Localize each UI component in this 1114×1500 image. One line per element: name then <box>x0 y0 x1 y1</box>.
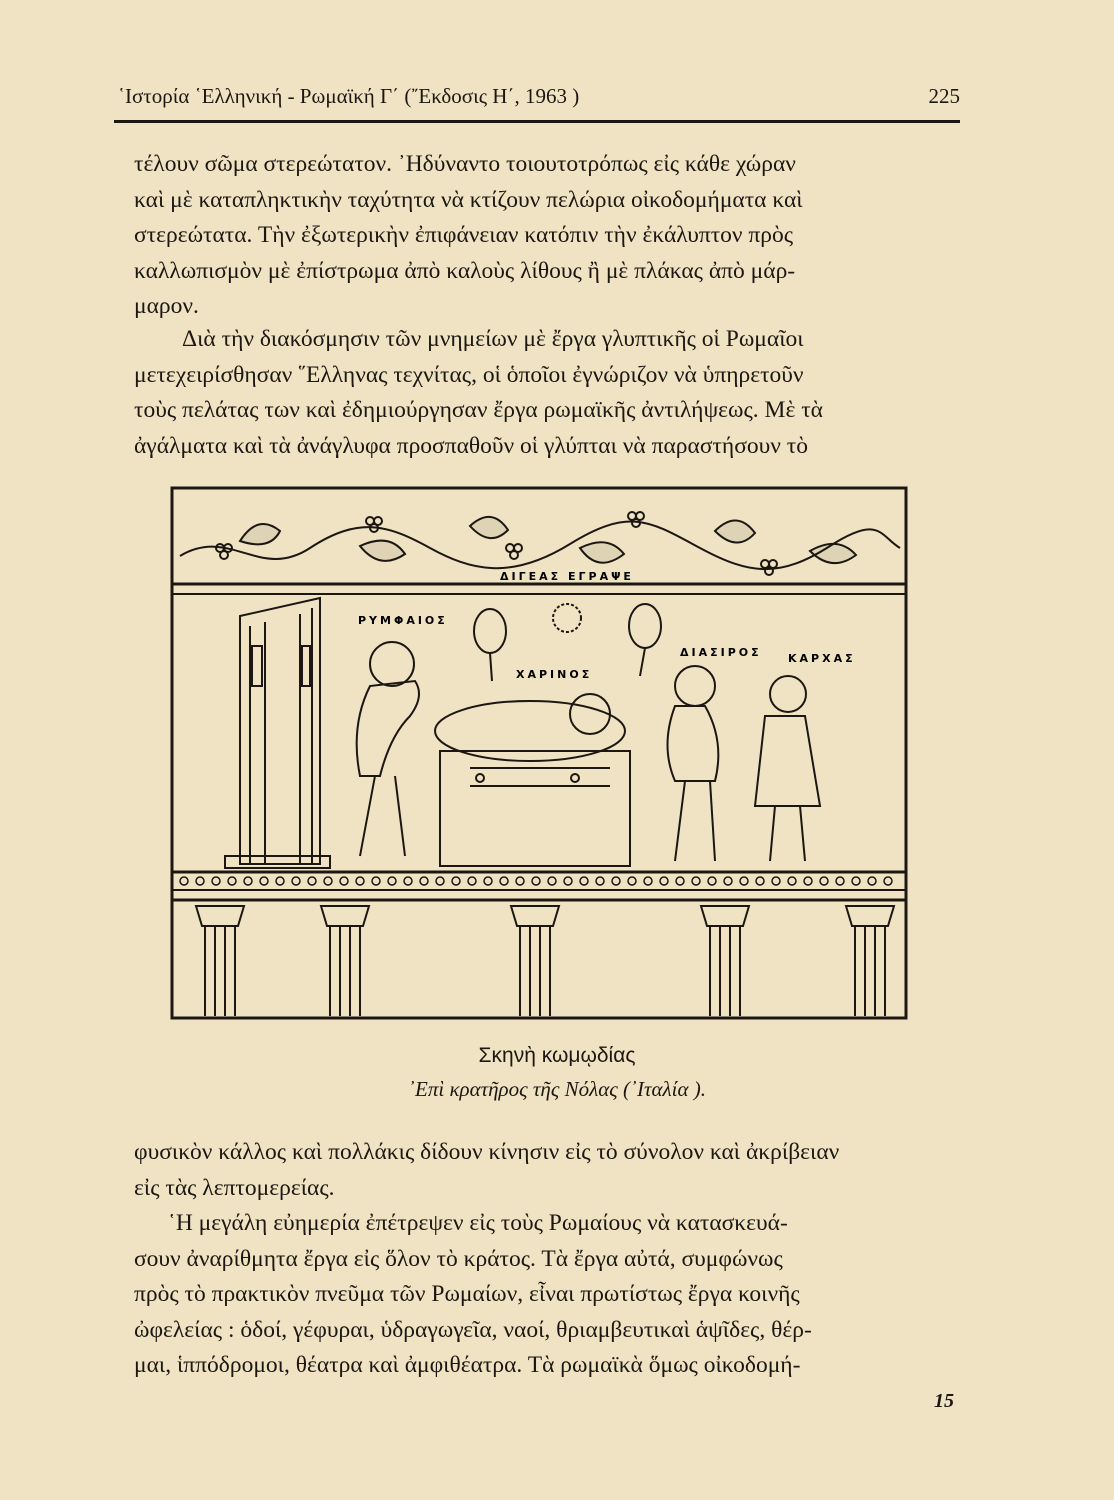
colonnade <box>196 906 894 1016</box>
band-bead <box>820 877 828 885</box>
ornament-band <box>180 877 892 885</box>
paragraph-1 <box>134 147 960 325</box>
signature-mark: 15 <box>934 1390 954 1412</box>
running-header <box>118 82 962 114</box>
header-title: ῾Ιστορία ῾Ελληνική - Ρωμαϊκή Γ΄ (῎Εκδοσις Η΄, 1963 ) <box>118 84 580 108</box>
column <box>701 906 749 1016</box>
label-rymphaios: ΡΥΜΦΑΙΟΣ <box>358 614 448 627</box>
text-line: μαι, ἱππόδρομοι, θέατρα καὶ ἀμφιθέατρα. Τὰ ρωμαϊκὰ ὅμως οἰκοδομή- <box>134 1352 801 1378</box>
text-line: μαρον. <box>134 293 199 319</box>
band-bead <box>884 877 892 885</box>
label-charinos: ΧΑΡΙΝΟΣ <box>516 668 593 681</box>
band-bead <box>772 877 780 885</box>
band-bead <box>660 877 668 885</box>
label-karchas: ΚΑΡΧΑΣ <box>788 652 856 665</box>
band-bead <box>836 877 844 885</box>
band-bead <box>548 877 556 885</box>
band-bead <box>308 877 316 885</box>
band-bead <box>868 877 876 885</box>
band-bead <box>436 877 444 885</box>
band-bead <box>500 877 508 885</box>
figure-caption-source: ᾿Επὶ κρατῆρος τῆς Νόλας (᾿Ιταλία ). <box>408 1077 706 1101</box>
column <box>321 906 369 1016</box>
text-line: στερεώτατα. Τὴν ἐξωτερικὴν ἐπιφάνειαν κατόπιν τὴν ἐκάλυπτον πρὸς <box>134 222 794 248</box>
band-bead <box>244 877 252 885</box>
band-bead <box>676 877 684 885</box>
band-bead <box>420 877 428 885</box>
band-bead <box>804 877 812 885</box>
doorway <box>225 598 330 868</box>
band-bead <box>260 877 268 885</box>
column <box>196 906 244 1016</box>
band-bead <box>788 877 796 885</box>
band-bead <box>180 877 188 885</box>
text-line: ῾Η μεγάλη εὐημερία ἐπέτρεψεν εἰς τοὺς Ρωμαίους νὰ κατασκευά- <box>168 1210 788 1236</box>
band-bead <box>276 877 284 885</box>
band-bead <box>756 877 764 885</box>
band-bead <box>484 877 492 885</box>
band-bead <box>644 877 652 885</box>
paragraph-3 <box>134 1135 960 1206</box>
band-bead <box>372 877 380 885</box>
couch <box>440 751 630 866</box>
text-line: εἰς τὰς λεπτομερείας. <box>134 1174 335 1201</box>
band-bead <box>356 877 364 885</box>
band-bead <box>452 877 460 885</box>
band-bead <box>692 877 700 885</box>
text-line: τέλουν σῶμα στερεώτατον. ᾿Ηδύναντο τοιουτοτρόπως εἰς κάθε χώραν <box>134 151 796 177</box>
band-bead <box>516 877 524 885</box>
band-bead <box>388 877 396 885</box>
band-bead <box>532 877 540 885</box>
header-rule <box>114 120 960 123</box>
band-bead <box>580 877 588 885</box>
figure-caption-title: Σκηνὴ κωμῳδίας <box>478 1044 636 1067</box>
band-bead <box>196 877 204 885</box>
vine-frieze <box>180 512 900 575</box>
column <box>846 906 894 1016</box>
band-bead <box>852 877 860 885</box>
band-bead <box>324 877 332 885</box>
text-line: φυσικὸν κάλλος καὶ πολλάκις δίδουν κίνησιν εἰς τὸ σύνολον καὶ ἀκρίβειαν <box>134 1139 840 1165</box>
text-line: μετεχειρίσθησαν ῞Ελληνας τεχνίτας, οἱ ὁποῖοι ἐγνώριζον νὰ ὑπηρετοῦν <box>134 361 804 388</box>
band-bead <box>596 877 604 885</box>
band-bead <box>628 877 636 885</box>
text-line: ἀγάλματα καὶ τὰ ἀνάγλυφα προσπαθοῦν οἱ γλύπται νὰ παραστήσουν τὸ <box>134 432 808 459</box>
text-line: σουν ἀναρίθμητα ἔργα εἰς ὅλον τὸ κράτος. Τὰ ἔργα αὐτά, συμφώνως <box>134 1245 783 1272</box>
band-bead <box>612 877 620 885</box>
text-line: καλλωπισμὸν μὲ ἐπίστρωμα ἀπὸ καλοὺς λίθους ἢ μὲ πλάκας ἀπὸ μάρ- <box>134 257 796 284</box>
band-bead <box>212 877 220 885</box>
text-line: τοὺς πελάτας των καὶ ἐδημιούργησαν ἔργα ρωμαϊκῆς ἀντιλήψεως. Μὲ τὰ <box>134 397 823 423</box>
column <box>511 906 559 1016</box>
text-line: ὠφελείας : ὁδοί, γέφυραι, ὑδραγωγεῖα, ναοί, θριαμβευτικαὶ ἁψῖδες, θέρ- <box>134 1316 812 1343</box>
text-line: πρὸς τὸ πρακτικὸν πνεῦμα τῶν Ρωμαίων, εἶναι πρωτίστως ἔργα κοινῆς <box>134 1281 800 1307</box>
band-bead <box>468 877 476 885</box>
text-line: Διὰ τὴν διακόσμησιν τῶν μνημείων μὲ ἔργα γλυπτικῆς οἱ Ρωμαῖοι <box>182 326 804 352</box>
paragraph-2 <box>134 322 960 464</box>
band-bead <box>564 877 572 885</box>
illustration-svg <box>170 486 910 1022</box>
frieze-inscription: ΔΙΓΕΑΣ ΕΓΡΑΨΕ <box>500 570 634 583</box>
band-bead <box>228 877 236 885</box>
band-bead <box>340 877 348 885</box>
page-number: 225 <box>928 84 960 108</box>
band-bead <box>708 877 716 885</box>
label-diasiros: ΔΙΑΣΙΡΟΣ <box>680 646 762 659</box>
band-bead <box>292 877 300 885</box>
comedy-scene-illustration <box>170 486 910 1022</box>
band-bead <box>740 877 748 885</box>
band-bead <box>404 877 412 885</box>
paragraph-4 <box>134 1206 960 1384</box>
band-bead <box>724 877 732 885</box>
text-line: καὶ μὲ καταπληκτικὴν ταχύτητα νὰ κτίζουν πελώρια οἰκοδομήματα καὶ <box>134 186 803 213</box>
